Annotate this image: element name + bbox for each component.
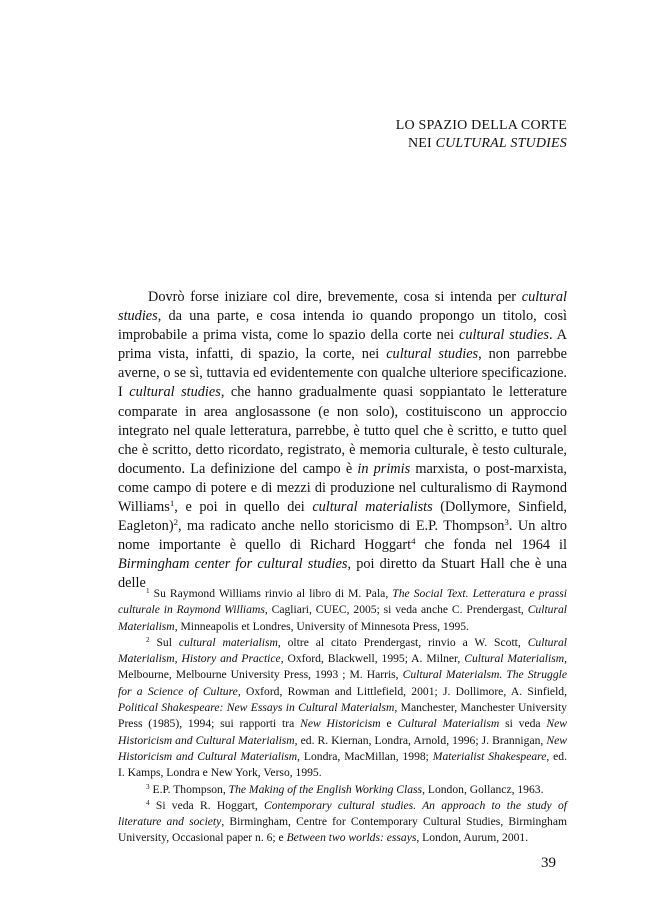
text-run: , Melbourne, Melbourne University Press, 1993 ; M. Harris, bbox=[118, 652, 567, 682]
italic-title: Contemporary cultural studies. An approach to the study of literature and society bbox=[118, 798, 567, 829]
text-run: Su Raymond Williams rinvio al libro di M. Pala, bbox=[149, 587, 393, 600]
text-run: Dovrò forse iniziare col dire, brevemente, cosa si intenda per bbox=[148, 289, 522, 305]
page-number: 39 bbox=[541, 855, 556, 871]
text-run: , Minneapolis et Londres, University of Minnesota Press, 1995. bbox=[174, 619, 470, 633]
italic-title: Political Shakespeare: New Essays in Cultural Materialsm bbox=[118, 701, 395, 715]
footnote-number: 2 bbox=[146, 635, 150, 644]
footnote-ref-1[interactable]: 1 bbox=[169, 498, 175, 509]
text-run: , da una parte, e cosa intenda io quando propongo un titolo, così improbabile a prima vista, come lo spazio della corte nei bbox=[118, 308, 567, 344]
italic-term: cultural materialists bbox=[312, 499, 433, 516]
italic-term: cultural studies bbox=[459, 327, 549, 344]
body-text bbox=[118, 288, 567, 594]
italic-term: cultural studies bbox=[386, 346, 479, 363]
text-run: Sul bbox=[149, 635, 179, 649]
footnote-2 bbox=[118, 635, 567, 782]
chapter-title bbox=[396, 117, 567, 153]
footnote-4 bbox=[118, 798, 567, 847]
text-run: . Un altro nome importante è quello di Richard Hoggart bbox=[118, 518, 567, 554]
text-run: , e poi in quello dei bbox=[174, 499, 313, 516]
body-paragraph bbox=[118, 288, 567, 594]
text-run: , Manchester, Manchester University Press (1985), 1994; sui rapporti tra bbox=[118, 701, 567, 731]
italic-title: Materialist Shakespeare bbox=[432, 749, 547, 763]
italic-title: New Historicism and Cultural Materialism bbox=[118, 733, 567, 763]
text-run: , Cagliari, CUEC, 2005; si veda anche C. Prendergast, bbox=[264, 603, 528, 617]
text-run: , ed. R. Kiernan, Londra, Arnold, 1996; J. Brannigan, bbox=[294, 733, 547, 747]
italic-term: cultural studies bbox=[129, 384, 221, 401]
text-run: , ed. I. Kamps, Londra e New York, Verso, 1995. bbox=[118, 749, 568, 780]
italic-title: Cultural Materialism, History and Practice bbox=[118, 635, 567, 666]
italic-term: Birmingham center for cultural studies bbox=[118, 556, 348, 573]
text-run: , che hanno gradualmente quasi soppiantato le letterature comparate in area anglosassone (e non solo), costituiscono un approccio integrato nel quale letteratura, parrebbe, è tutto quel che è scritto, e tutto quel che è scritto, detto ricordato, registrato, è memoria culturale, è testo culturale, documento. La definizione del campo è bbox=[118, 384, 567, 477]
text-run: , London, Aurum, 2001. bbox=[416, 831, 529, 845]
footnote-ref-4[interactable]: 4 bbox=[411, 536, 416, 547]
italic-title: New Historicism and Cultural Materialism bbox=[118, 717, 567, 747]
chapter-title-italic: CULTURAL STUDIES bbox=[435, 136, 567, 151]
footnote-number: 4 bbox=[146, 798, 150, 807]
italic-title: Between two worlds: essays bbox=[286, 831, 417, 845]
footnote-number: 1 bbox=[146, 587, 150, 596]
italic-title: Cultural Materialsm. The Struggle for a Science of Culture bbox=[118, 668, 567, 698]
chapter-title-prefix: NEI bbox=[407, 136, 436, 151]
text-run: Si veda R. Hoggart, bbox=[149, 798, 265, 812]
footnote-1 bbox=[118, 586, 567, 635]
text-run: e bbox=[380, 717, 398, 731]
text-run: E.P. Thompson, bbox=[149, 782, 229, 796]
text-run: che fonda nel 1964 il bbox=[415, 537, 567, 554]
text-run: , Oxford, Rowman and Littlefield, 2001; J. Dollimore, A. Sinfield, bbox=[237, 684, 567, 698]
italic-title: The Social Text. Letteratura e prassi culturale in Raymond Williams bbox=[118, 587, 567, 617]
italic-title: New Historicism bbox=[300, 717, 381, 731]
chapter-title-line-1: LO SPAZIO DELLA CORTE bbox=[395, 118, 567, 133]
italic-term: in primis bbox=[357, 460, 411, 477]
text-run: , non parrebbe averne, o se sì, tuttavia ed evidentemente con qualche ulteriore specificazione. I bbox=[118, 346, 567, 401]
text-run: , ma radicato anche nello storicismo di E.P. Thompson bbox=[178, 518, 505, 535]
chapter-title-line-2 bbox=[396, 135, 567, 153]
footnotes bbox=[118, 586, 567, 847]
text-run: si veda bbox=[499, 717, 547, 731]
italic-title: cultural materialism bbox=[178, 635, 278, 649]
text-run: (Dollymore, Sinfield, Eagleton) bbox=[118, 499, 567, 535]
text-run: . A prima vista, infatti, di spazio, la corte, nei bbox=[118, 327, 568, 363]
footnote-ref-3[interactable]: 3 bbox=[504, 517, 509, 528]
footnote-3 bbox=[118, 782, 567, 798]
text-run: , poi diretto da Stuart Hall che è una delle bbox=[118, 556, 567, 592]
text-run: , Oxford, Blackwell, 1995; A. Milner, bbox=[280, 652, 465, 666]
text-run: , London, Gollancz, 1963. bbox=[422, 782, 544, 796]
footnote-number: 3 bbox=[146, 782, 150, 791]
text-run: marxista, o post-marxista, come campo di potere e di mezzi di produzione nel culturalismo di Raymond Williams bbox=[118, 460, 567, 516]
italic-title: Cultural Materialism bbox=[464, 652, 565, 666]
text-run: , Birmingham, Centre for Contemporary Cultural Studies, Birmingham University, Occasional paper n. 6; e bbox=[118, 815, 568, 845]
italic-title: Cultural Materialism bbox=[397, 717, 500, 731]
footnote-ref-2[interactable]: 2 bbox=[173, 517, 179, 528]
text-run: , oltre al citato Prendergast, rinvio a W. Scott, bbox=[277, 635, 528, 649]
italic-title: The Making of the English Working Class bbox=[228, 782, 423, 796]
text-run: , Londra, MacMillan, 1998; bbox=[297, 749, 433, 763]
italic-term: cultural studies bbox=[118, 289, 567, 325]
italic-title: Cultural Materialism bbox=[118, 603, 567, 633]
